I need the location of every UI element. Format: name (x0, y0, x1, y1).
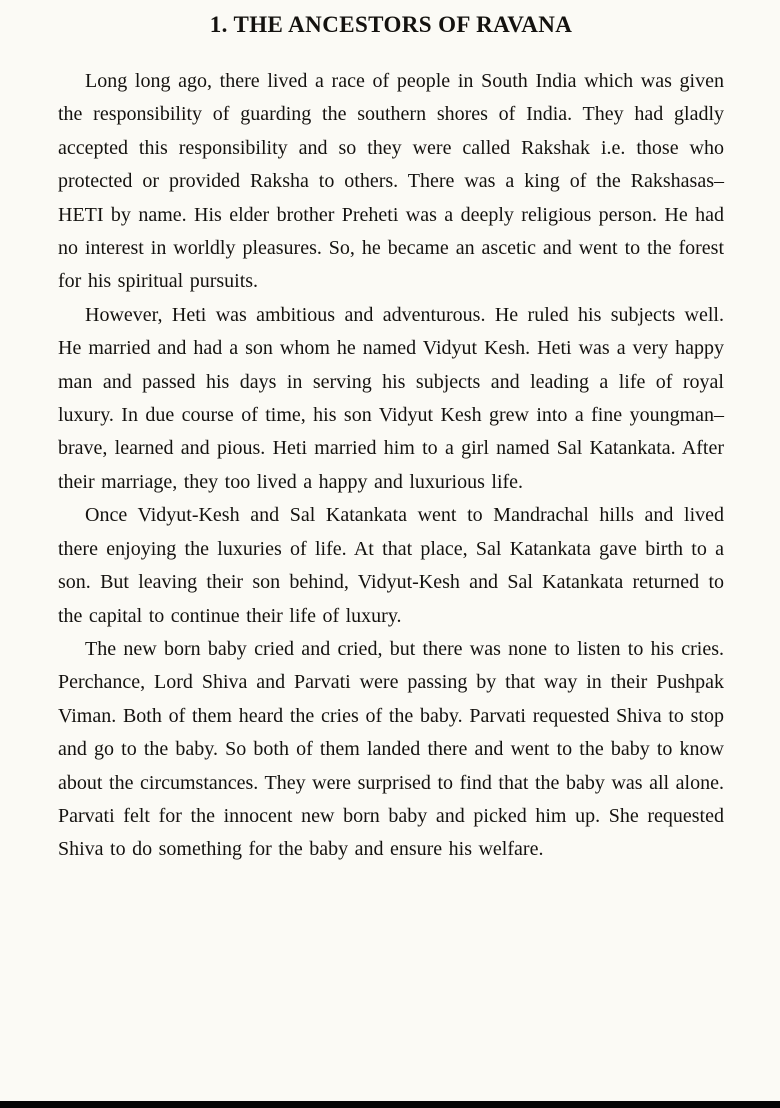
paragraph-mandrachal-hills: Once Vidyut-Kesh and Sal Katankata went to Mandrachal hills and lived there enjoying the luxuries of life. At that place, Sal Katankata gave birth to a son. But leaving their son behind, Vidyut-Kesh and Sal Katankata returned to the capital to continue their life of luxury. (58, 504, 724, 627)
scan-edge-bar (0, 1101, 780, 1108)
paragraph-ancestors-intro: Long long ago, there lived a race of people in South India which was given the responsibility of guarding the southern shores of India. They had gladly accepted this responsibility and so they were called Rakshak i.e. those who protected or provided Raksha to others. There was a king of the Rakshasas–HETI by name. His elder brother Preheti was a deeply religious person. He had no interest in worldly pleasures. So, he became an ascetic and went to the forest for his spiritual pursuits. (58, 70, 724, 293)
paragraph-heti-vidyut-kesh: However, Heti was ambitious and adventurous. He ruled his subjects well. He married and had a son whom he named Vidyut Kesh. Heti was a very happy man and passed his days in serving his subjects and leading a life of royal luxury. In due course of time, his son Vidyut Kesh grew into a fine youngman–brave, learned and pious. Heti married him to a girl named Sal Katankata. After their marriage, they too lived a happy and luxurious life. (58, 303, 724, 493)
chapter-body (58, 65, 724, 867)
chapter-title: 1. THE ANCESTORS OF RAVANA (209, 12, 573, 37)
paragraph-shiva-parvati-baby: The new born baby cried and cried, but there was none to listen to his cries. Perchance, Lord Shiva and Parvati were passing by that way in their Pushpak Viman. Both of them heard the cries of the baby. Parvati requested Shiva to stop and go to the baby. So both of them landed there and went to the baby to know about the circumstances. They were surprised to find that the baby was all alone. Parvati felt for the innocent new born baby and picked him up. She requested Shiva to do something for the baby and ensure his welfare. (58, 637, 724, 861)
